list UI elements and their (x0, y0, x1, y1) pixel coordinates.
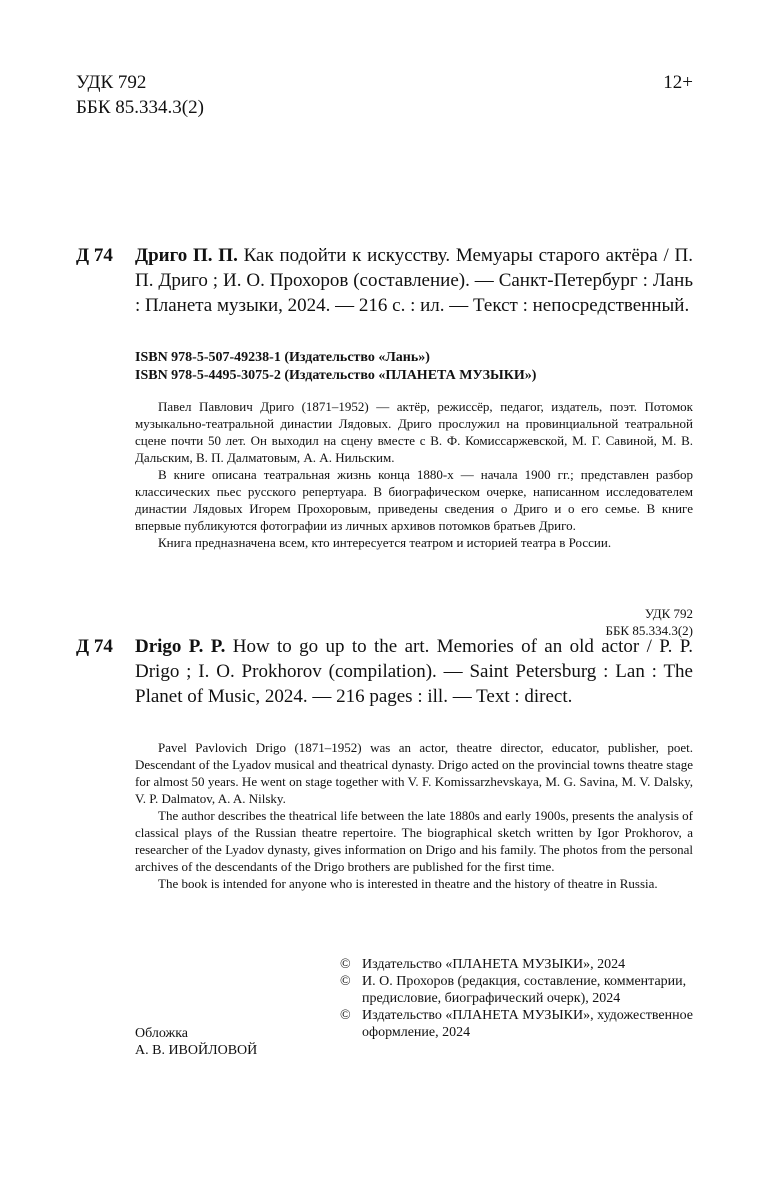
copyright-line (340, 973, 693, 1007)
bbk-code: ББК 85.334.3(2) (76, 97, 204, 118)
en-description: How to go up to the art. Memories of an old actor / P. P. Drigo ; I. O. Prokhorov (compilation). — Saint Petersburg : Lan : The Planet of Music, 2024. — 216 pages : ill. — Text : direct. (135, 636, 693, 707)
en-abstract (135, 739, 693, 892)
age-rating: 12+ (663, 72, 693, 93)
cover-designer: А. В. ИВОЙЛОВОЙ (135, 1043, 258, 1058)
ru-abstract-paragraph: Павел Павлович Дриго (1871–1952) — актёр, режиссёр, педагог, издатель, поэт. Потомок музыкально-театральной династии Лядовых. Дриго прослужил на провинциальной театральной сцене почти 50 лет. Он выходил на сцену вместе с В. Ф. Комиссаржевской, М. Г. Савиной, М. В. Дальским, В. П. Далматовым, А. А. Нильским. (135, 399, 693, 465)
udk-code-small: УДК 792 (644, 606, 693, 621)
ru-author: Дриго П. П. (135, 245, 238, 266)
copyright-text: Издательство «ПЛАНЕТА МУЗЫКИ», художественное оформление, 2024 (362, 1008, 693, 1040)
ru-description: Как подойти к искусству. Мемуары старого актёра / П. П. Дриго ; И. О. Прохоров (составление). — Санкт-Петербург : Лань : Планета музыки, 2024. — 216 с. : ил. — Текст : непосредственный. (135, 245, 694, 316)
en-abstract-paragraph: The author describes the theatrical life between the late 1880s and early 1900s, presents the analysis of classical plays of the Russian theatre repertoire. The biographical sketch written by Igor Prokhorov, a researcher of the Lyadov dynasty, gives information on Drigo and his family. The photos from the personal archives of the descendants of the Drigo brothers are published for the first time. (135, 808, 693, 874)
en-author: Drigo P. P. (135, 636, 226, 657)
isbn-block (135, 349, 693, 385)
en-entry-body (135, 634, 693, 709)
header-classification (76, 70, 204, 120)
bbk-code-small: ББК 85.334.3(2) (605, 623, 693, 638)
ru-abstract-paragraph: В книге описана театральная жизнь конца 1880-х — начала 1900 гг.; представлен разбор классических пьес русского репертуара. В биографическом очерке, написанном исследователем династии Лядовых Игорем Прохоровым, приведены сведения о Дриго и о его семье. В книге впервые публикуются фотографии из личных архивов потомков братьев Дриго. (135, 467, 693, 533)
ru-abstract (135, 398, 693, 551)
udk-code: УДК 792 (76, 72, 147, 93)
isbn-lan: ISBN 978-5-507-49238-1 (Издательство «Лань») (135, 350, 430, 365)
cover-label: Обложка (135, 1026, 188, 1041)
copyright-symbol: © (340, 974, 351, 989)
en-bibliographic-entry (76, 634, 693, 709)
ru-abstract-paragraph: Книга предназначена всем, кто интересуется театром и историей театра в России. (158, 535, 612, 550)
copyright-text: Издательство «ПЛАНЕТА МУЗЫКИ», 2024 (362, 957, 626, 972)
copyright-line (340, 956, 693, 973)
author-sign-code-en: Д 74 (76, 636, 113, 657)
copyright-text: И. О. Прохоров (редакция, составление, комментарии, предисловие, биографический очерк), 2024 (362, 974, 687, 1006)
copyright-symbol: © (340, 957, 351, 972)
en-abstract-paragraph: Pavel Pavlovich Drigo (1871–1952) was an actor, theatre director, educator, publisher, poet. Descendant of the Lyadov musical and theatrical dynasty. Drigo acted on the provincial towns theatre stage for almost 50 years. He went on stage together with V. F. Komissarzhevskaya, M. G. Savina, M. V. Dalsky, V. P. Dalmatov, A. A. Nilsky. (135, 740, 693, 806)
ru-bibliographic-entry (76, 243, 693, 318)
copyright-line (340, 1007, 693, 1041)
copyright-block (340, 956, 693, 1041)
isbn-planeta: ISBN 978-5-4495-3075-2 (Издательство «ПЛАНЕТА МУЗЫКИ») (135, 368, 537, 383)
ru-entry-body (135, 243, 693, 318)
en-abstract-paragraph: The book is intended for anyone who is interested in theatre and the history of theatre in Russia. (158, 876, 658, 891)
copyright-symbol: © (340, 1008, 351, 1023)
author-sign-code: Д 74 (76, 245, 113, 266)
cover-credit (135, 1025, 257, 1059)
